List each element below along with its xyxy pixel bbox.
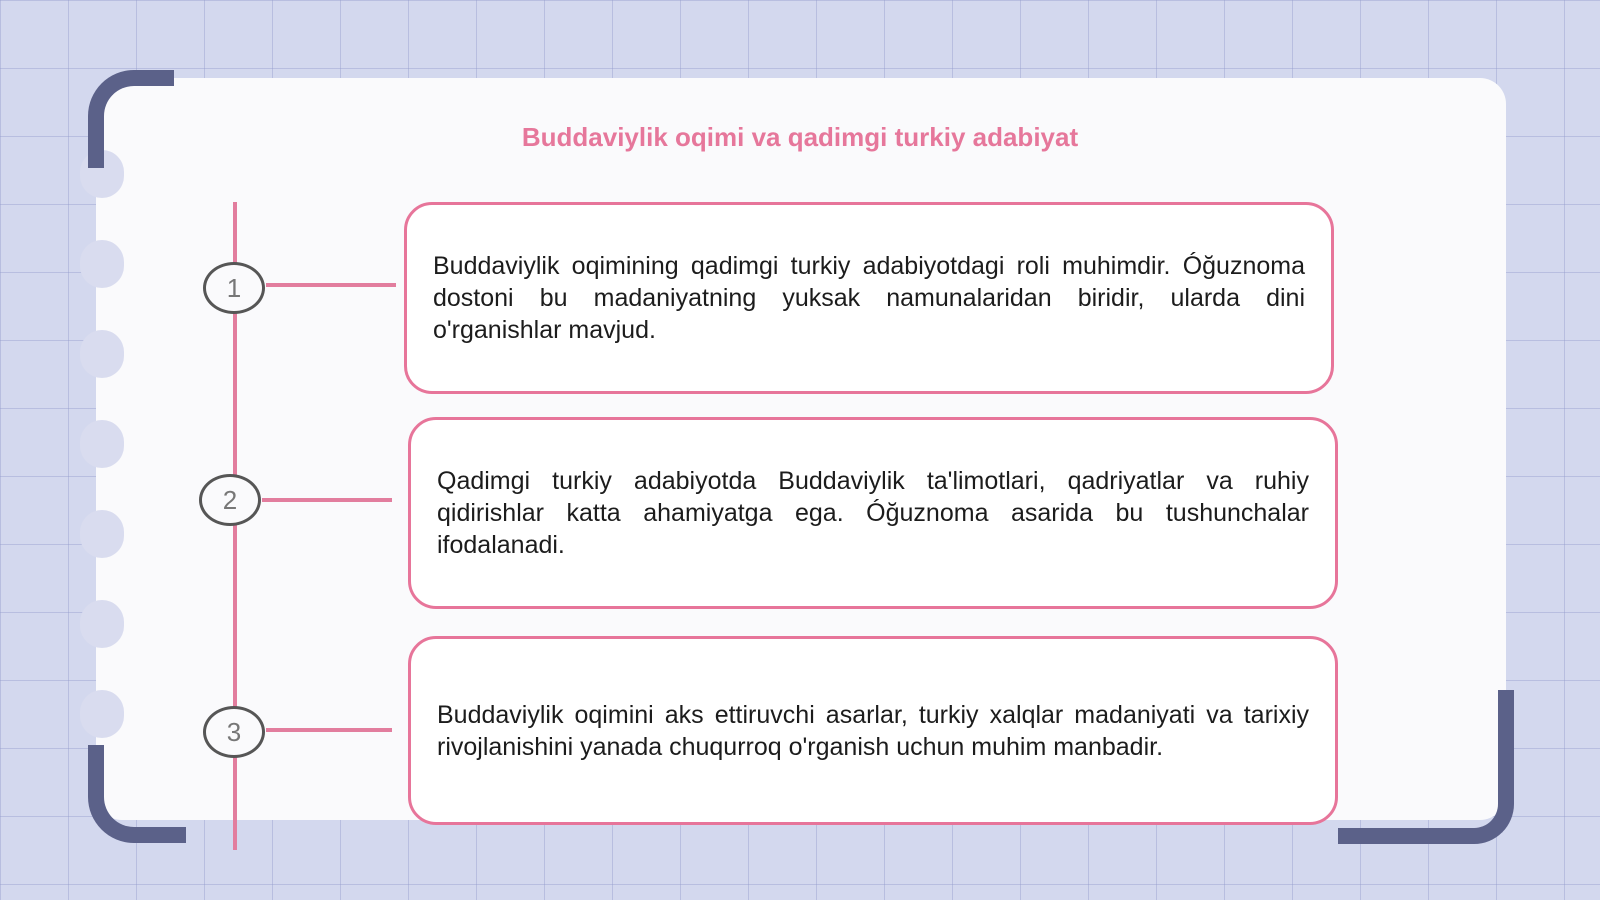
corner-bracket-top-left <box>88 70 174 168</box>
step-number-1: 1 <box>203 262 265 314</box>
notebook-hole <box>80 420 124 468</box>
step-number-3: 3 <box>203 706 265 758</box>
timeline-connector <box>266 283 396 287</box>
notebook-hole <box>80 600 124 648</box>
text-box-3 <box>408 636 1338 825</box>
timeline-connector <box>262 498 392 502</box>
notebook-hole <box>80 240 124 288</box>
text-box-2-content: Qadimgi turkiy adabiyotda Buddaviylik ta'limotlari, qadriyatlar va ruhiy qidirishlar katta ahamiyatga ega. Óğuznoma asarida bu tushunchalar ifodalanadi. <box>437 467 1309 559</box>
text-box-3-content: Buddaviylik oqimini aks ettiruvchi asarlar, turkiy xalqlar madaniyati va tarixiy rivojlanishini yanada chuqurroq o'rganish uchun muhim manbadir. <box>437 700 1309 761</box>
notebook-hole <box>80 690 124 738</box>
slide-title: Buddaviylik oqimi va qadimgi turkiy adabiyat <box>521 122 1079 152</box>
corner-bracket-bottom-right <box>1338 690 1514 844</box>
text-box-1 <box>404 202 1334 394</box>
notebook-hole <box>80 330 124 378</box>
notebook-hole <box>80 510 124 558</box>
corner-bracket-bottom-left <box>88 745 186 843</box>
step-number-2: 2 <box>199 474 261 526</box>
text-box-1-content: Buddaviylik oqimining qadimgi turkiy adabiyotdagi roli muhimdir. Óğuznoma dostoni bu madaniyatning yuksak namunalaridan biridir, ularda dini o'rganishlar mavjud. <box>433 252 1305 344</box>
timeline-connector <box>266 728 392 732</box>
text-box-2 <box>408 417 1338 609</box>
